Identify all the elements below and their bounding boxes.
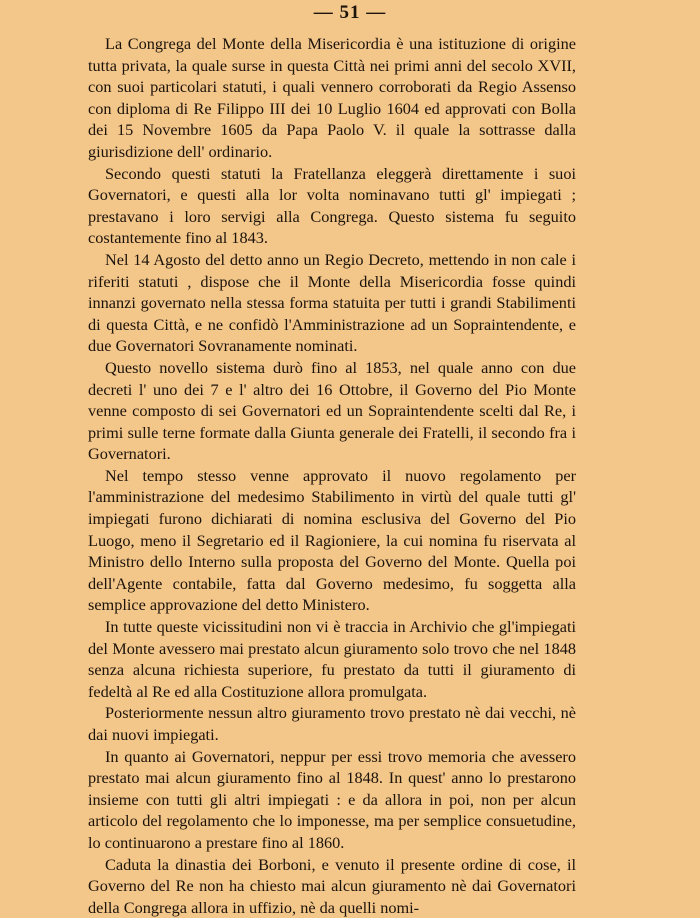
paragraph-7: Posteriormente nessun altro giuramento trovo prestato nè dai vecchi, nè dai nuovi impiegati. xyxy=(88,703,576,744)
paragraph-8: In quanto ai Governatori, neppur per essi trovo memoria che avessero prestato mai alcun giuramento fino al 1848. In quest' anno lo prestarono insieme con tutti gli altri impiegati : e da allora in poi, non per alcun articolo del regolamento che lo imponesse, ma per semplice consuetudine, lo continuarono a prestare fino al 1860. xyxy=(88,746,576,852)
paragraph-6: In tutte queste vicissitudini non vi è traccia in Archivio che gl'impiegati del Monte avessero mai prestato alcun giuramento solo trovo che nel 1848 senza alcuna richiesta superiore, fu prestato da tutti il giuramento di fedeltà al Re ed alla Costituzione allora promulgata. xyxy=(88,617,576,701)
paragraph-3: Nel 14 Agosto del detto anno un Regio Decreto, mettendo in non cale i riferiti statuti , dispose che il Monte della Misericordia fosse quindi innanzi governato nella stessa forma statuita per tutti i grandi Stabilimenti di questa Città, e ne confidò l'Amministrazione ad un Sopraintendente, e due Governatori Sovranamente nominati. xyxy=(88,249,576,356)
paragraph-4: Questo novello sistema durò fino al 1853, nel quale anno con due decreti l' uno dei 7 e l' altro dei 16 Ottobre, il Governo del Pio Monte venne composto di sei Governatori ed un Sopraintendente scelti dal Re, i primi sulle terne formate dalla Giunta generale dei Fratelli, il secondo fra i Governatori. xyxy=(88,357,576,464)
paragraph-1: La Congrega del Monte della Misericordia è una istituzione di origine tutta privata, la quale surse in questa Città nei primi anni del secolo XVII, con suoi particolari statuti, i quali vennero corroborati da Regio Assenso con diploma di Re Filippo III dei 10 Luglio 1604 ed approvati con Bolla dei 15 Novembre 1605 da Papa Paolo V. il quale la sottrasse dalla giurisdizione dell' ordinario. xyxy=(88,34,576,161)
page-number: — 51 — xyxy=(313,2,387,23)
paragraph-9: Caduta la dinastia dei Borboni, e venuto il presente ordine di cose, il Governo del Re non ha chiesto mai alcun giuramento nè dai Governatori della Congrega allora in uffizio, nè da quelli nomi- xyxy=(88,854,576,917)
paragraph-2: Secondo questi statuti la Fratellanza eleggerà direttamente i suoi Governatori, e questi alla lor volta nominavano tutti gl' impiegati ; prestavano i loro servigi alla Congrega. Questo sistema fu seguito costantemente fino al 1843. xyxy=(88,163,576,248)
paragraph-5: Nel tempo stesso venne approvato il nuovo regolamento per l'amministrazione del medesimo Stabilimento in virtù del quale tutti gl' impiegati furono dichiarati di nomina esclusiva del Governo del Pio Luogo, meno il Segretario ed il Ragioniere, la cui nomina fu riservata al Ministro dello Interno sulla proposta del Governo del Monte. Quella poi dell'Agente contabile, fatta dal Governo medesimo, fu soggetta alla semplice approvazione del detto Ministero. xyxy=(88,465,576,615)
body-text xyxy=(88,33,576,918)
